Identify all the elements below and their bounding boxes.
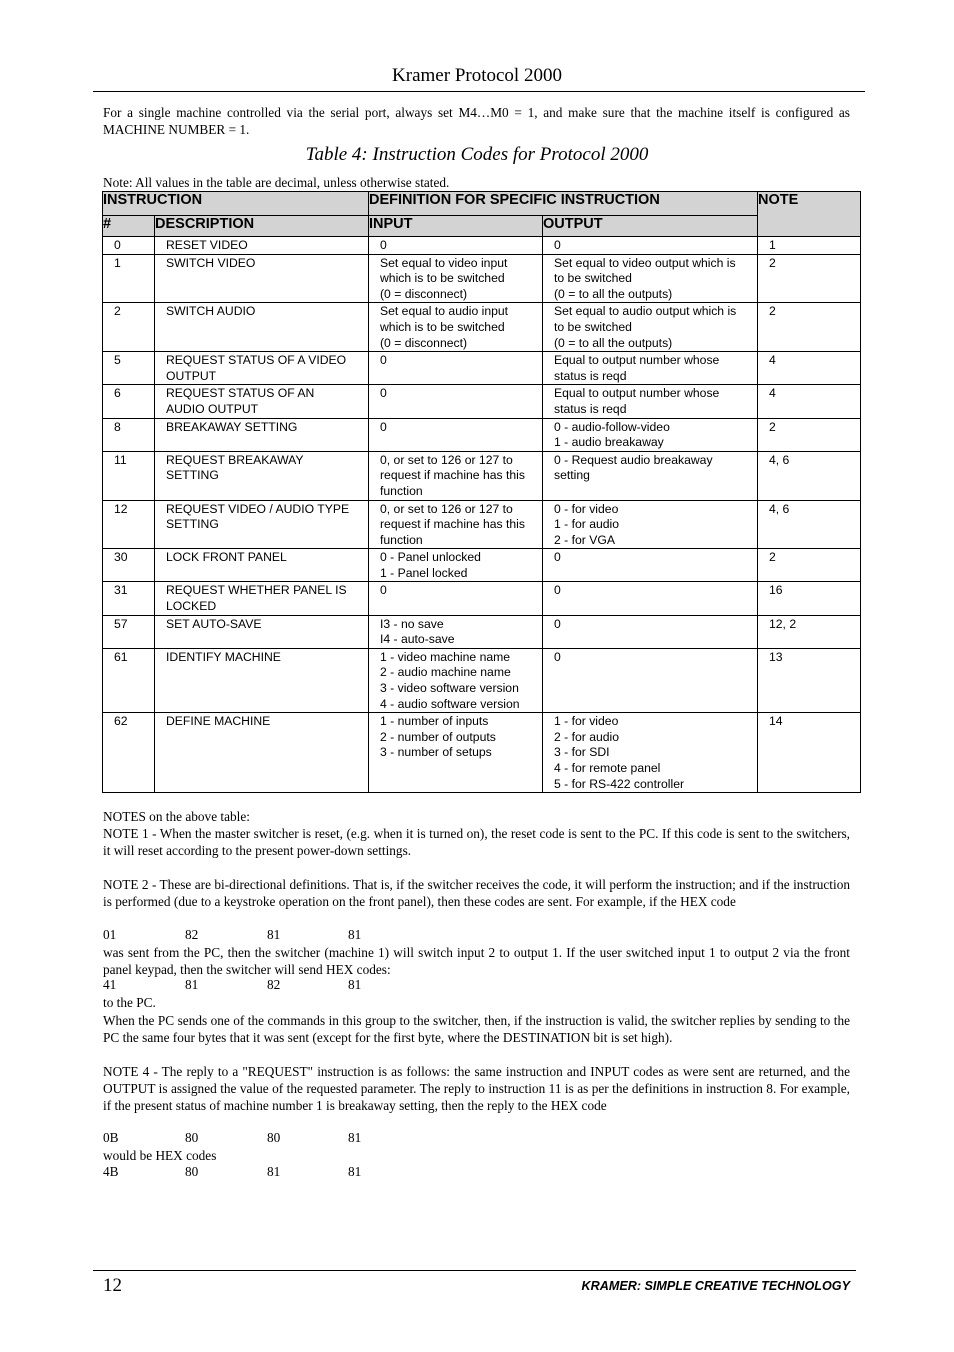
cell-output-line: status is reqd [554, 401, 627, 416]
cell-input-line: 1 - number of inputs [380, 714, 489, 729]
header-note: NOTE [758, 192, 861, 237]
table-body [103, 237, 861, 793]
cell-output-line: 1 - for audio [554, 517, 620, 532]
cell-input [369, 648, 543, 712]
cell-number: 11 [103, 451, 155, 500]
cell-output-line: 2 - for audio [554, 729, 620, 744]
cell-input-line: 2 - audio machine name [380, 665, 511, 680]
note-1: NOTE 1 - When the master switcher is reset, (e.g. when it is turned on), the reset code is sent to the PC. If this code is sent to the switchers, it will reset according to the present power-down settings. [103, 826, 850, 858]
cell-output [543, 352, 758, 385]
cell-description [155, 385, 369, 418]
cell-description-line: SETTING [166, 517, 219, 532]
cell-input [369, 713, 543, 793]
table-row [103, 615, 861, 648]
cell-description [155, 254, 369, 303]
table-row [103, 352, 861, 385]
cell-output-line: to be switched [554, 271, 632, 286]
cell-number: 8 [103, 418, 155, 451]
cell-input [369, 385, 543, 418]
cell-input [369, 303, 543, 352]
cell-description [155, 237, 369, 255]
cell-input [369, 418, 543, 451]
cell-description-line: AUDIO OUTPUT [166, 401, 259, 416]
cell-output [543, 303, 758, 352]
cell-output-line: 0 - for video [554, 501, 619, 516]
cell-output [543, 549, 758, 582]
header-definition: DEFINITION FOR SPECIFIC INSTRUCTION [369, 192, 758, 216]
cell-input-line: function [380, 483, 423, 498]
cell-output-line: Set equal to video output which is [554, 255, 736, 270]
cell-description-line: IDENTIFY MACHINE [166, 649, 281, 664]
table-row [103, 418, 861, 451]
cell-number: 62 [103, 713, 155, 793]
cell-number: 31 [103, 582, 155, 615]
cell-output-line: 1 - for video [554, 714, 619, 729]
table-row [103, 254, 861, 303]
cell-note: 13 [758, 648, 861, 712]
cell-input [369, 254, 543, 303]
cell-output-line: 0 [554, 238, 561, 252]
header-instruction: INSTRUCTION [103, 192, 369, 216]
cell-input [369, 582, 543, 615]
table-note: Note: All values in the table are decimal, unless otherwise stated. [103, 175, 450, 190]
cell-input-line: Set equal to video input [380, 255, 508, 270]
cell-output-line: 0 - audio-follow-video [554, 419, 670, 434]
header-description: DESCRIPTION [155, 216, 369, 237]
footer-rule [93, 1270, 856, 1271]
cell-description-line: SET AUTO-SAVE [166, 616, 262, 631]
cell-number: 61 [103, 648, 155, 712]
cell-description-line: SWITCH VIDEO [166, 255, 256, 270]
cell-input-line: (0 = disconnect) [380, 335, 468, 350]
cell-output [543, 451, 758, 500]
hex-byte: 80 [267, 1130, 281, 1145]
cell-input-line: request if machine has this [380, 468, 525, 483]
cell-output-line: 0 [554, 649, 561, 664]
cell-description [155, 615, 369, 648]
header-input: INPUT [369, 216, 543, 237]
cell-description-line: REQUEST BREAKAWAY [166, 452, 304, 467]
note-2-to-pc: to the PC. [103, 995, 156, 1010]
note-2-intro: NOTE 2 - These are bi-directional definitions. That is, if the switcher receives the code, it will perform the instruction; and if the instruction is performed (due to a keystroke operation on the front panel), then these codes are sent. For example, if the HEX code [103, 877, 850, 909]
cell-input-line: 3 - number of setups [380, 745, 492, 760]
cell-number: 2 [103, 303, 155, 352]
cell-description-line: LOCK FRONT PANEL [166, 550, 287, 565]
cell-note: 2 [758, 303, 861, 352]
cell-output [543, 500, 758, 549]
hex-byte: 82 [185, 927, 199, 942]
note-4-body: would be HEX codes [103, 1148, 217, 1163]
header-num: # [103, 216, 155, 237]
instruction-codes-table [102, 191, 861, 793]
cell-description-line: RESET VIDEO [166, 238, 248, 252]
hex-byte: 81 [348, 927, 362, 942]
cell-output-line: 4 - for remote panel [554, 761, 661, 775]
note-2-reply: When the PC sends one of the commands in this group to the switcher, then, if the instruction is valid, the switcher replies by sending to the PC the same four bytes that it was sent (except for the first byte, where the DESTINATION bit is set high). [103, 1013, 850, 1045]
cell-input-line: Set equal to audio input [380, 304, 509, 319]
header-rule [93, 91, 865, 92]
hex-byte: 4B [103, 1164, 119, 1179]
cell-description [155, 500, 369, 549]
table-row [103, 451, 861, 500]
cell-input-line: 1 - Panel locked [380, 565, 468, 580]
page-number: 12 [103, 1275, 122, 1296]
cell-input-line: which is to be switched [380, 319, 505, 334]
cell-note: 2 [758, 254, 861, 303]
table-row [103, 549, 861, 582]
cell-output-line: 2 - for VGA [554, 532, 615, 547]
header-output: OUTPUT [543, 216, 758, 237]
cell-description-line: SETTING [166, 468, 219, 483]
cell-number: 5 [103, 352, 155, 385]
note-2-body: was sent from the PC, then the switcher (machine 1) will switch input 2 to output 1. If the user switched input 1 to output 2 via the front panel keypad, then the switcher will send HEX codes: [103, 945, 850, 977]
cell-input [369, 237, 543, 255]
table-row [103, 385, 861, 418]
cell-output-line: 0 - Request audio breakaway [554, 452, 713, 467]
page-header-title: Kramer Protocol 2000 [392, 65, 562, 86]
cell-output-line: Equal to output number whose [554, 353, 720, 368]
hex-byte: 81 [267, 1164, 281, 1179]
cell-input-line: I4 - auto-save [380, 632, 455, 647]
hex-byte: 81 [348, 977, 362, 992]
cell-note: 4 [758, 352, 861, 385]
table-row [103, 500, 861, 549]
cell-description-line: REQUEST WHETHER PANEL IS [166, 583, 347, 598]
cell-description-line: LOCKED [166, 599, 217, 614]
cell-output-line: 1 - audio breakaway [554, 435, 664, 450]
hex-byte: 81 [267, 927, 281, 942]
cell-input-line: (0 = disconnect) [380, 286, 468, 301]
cell-note: 4, 6 [758, 451, 861, 500]
cell-output-line: Equal to output number whose [554, 386, 720, 401]
table-caption: Table 4: Instruction Codes for Protocol 2000 [305, 144, 649, 165]
intro-paragraph: For a single machine controlled via the serial port, always set M4…M0 = 1, and make sure that the machine itself is configured as MACHINE NUMBER = 1. [103, 105, 850, 137]
cell-input-line: 0, or set to 126 or 127 to [380, 452, 513, 467]
cell-input-line: 0 [380, 386, 387, 401]
cell-output [543, 237, 758, 255]
cell-description-line: REQUEST STATUS OF A VIDEO [166, 353, 347, 368]
cell-note: 14 [758, 713, 861, 793]
cell-output [543, 648, 758, 712]
hex-byte: 81 [348, 1164, 362, 1179]
cell-description [155, 418, 369, 451]
cell-output [543, 713, 758, 793]
cell-input [369, 549, 543, 582]
cell-description [155, 549, 369, 582]
cell-output-line: 5 - for RS-422 controller [554, 776, 685, 791]
cell-input [369, 352, 543, 385]
cell-input-line: 1 - video machine name [380, 649, 511, 664]
table-row [103, 237, 861, 255]
cell-output-line: (0 = to all the outputs) [554, 335, 673, 350]
footer-brand: KRAMER: SIMPLE CREATIVE TECHNOLOGY [581, 1279, 850, 1293]
hex-byte: 41 [103, 977, 117, 992]
cell-description [155, 582, 369, 615]
cell-description [155, 451, 369, 500]
cell-note: 4, 6 [758, 500, 861, 549]
cell-description-line: REQUEST STATUS OF AN [166, 386, 315, 401]
cell-input [369, 615, 543, 648]
hex-byte: 82 [267, 977, 281, 992]
cell-output-line: 0 [554, 583, 561, 598]
cell-output-line: (0 = to all the outputs) [554, 286, 673, 301]
cell-number: 0 [103, 237, 155, 255]
cell-note: 4 [758, 385, 861, 418]
cell-description-line: SWITCH AUDIO [166, 304, 256, 319]
cell-number: 30 [103, 549, 155, 582]
cell-note: 2 [758, 549, 861, 582]
hex-byte: 80 [185, 1130, 199, 1145]
cell-input [369, 451, 543, 500]
cell-description [155, 648, 369, 712]
cell-number: 1 [103, 254, 155, 303]
note-4-intro: NOTE 4 - The reply to a "REQUEST" instruction is as follows: the same instruction and INPUT codes as were sent are returned, and the OUTPUT is assigned the value of the requested parameter. The reply to instruction 11 is as per the definitions in instruction 8. For example, if the present status of machine number 1 is breakaway setting, then the reply to the HEX code [103, 1064, 850, 1113]
cell-input-line: request if machine has this [380, 517, 525, 532]
cell-output-line: status is reqd [554, 368, 627, 383]
cell-output [543, 582, 758, 615]
cell-description [155, 713, 369, 793]
table-row [103, 713, 861, 793]
table-row [103, 582, 861, 615]
hex-byte: 01 [103, 927, 117, 942]
cell-output-line: 0 [554, 550, 561, 565]
cell-output [543, 418, 758, 451]
cell-number: 12 [103, 500, 155, 549]
cell-input-line: 0 [380, 583, 387, 598]
hex-byte: 80 [185, 1164, 199, 1179]
cell-description [155, 352, 369, 385]
cell-number: 6 [103, 385, 155, 418]
cell-input-line: 0 [380, 238, 387, 252]
cell-description-line: BREAKAWAY SETTING [166, 419, 298, 434]
cell-description-line: OUTPUT [166, 368, 217, 383]
cell-input-line: 3 - video software version [380, 681, 519, 696]
cell-note: 16 [758, 582, 861, 615]
hex-byte: 81 [348, 1130, 362, 1145]
cell-output-line: setting [554, 468, 590, 483]
cell-output-line: Set equal to audio output which is [554, 304, 737, 319]
table-row [103, 648, 861, 712]
cell-input [369, 500, 543, 549]
cell-output-line: to be switched [554, 319, 632, 334]
cell-description [155, 303, 369, 352]
cell-number: 57 [103, 615, 155, 648]
cell-note: 12, 2 [758, 615, 861, 648]
table-row [103, 303, 861, 352]
cell-input-line: 0 [380, 419, 387, 434]
cell-input-line: 0, or set to 126 or 127 to [380, 501, 513, 516]
cell-input-line: 0 - Panel unlocked [380, 550, 481, 565]
cell-output [543, 254, 758, 303]
cell-input-line: 4 - audio software version [380, 696, 520, 711]
cell-output [543, 385, 758, 418]
cell-input-line: which is to be switched [380, 271, 505, 286]
cell-input-line: I3 - no save [380, 616, 444, 631]
hex-byte: 0B [103, 1130, 119, 1145]
cell-description-line: DEFINE MACHINE [166, 714, 271, 729]
cell-output [543, 615, 758, 648]
hex-byte: 81 [185, 977, 199, 992]
cell-description-line: REQUEST VIDEO / AUDIO TYPE [166, 501, 350, 516]
notes-heading: NOTES on the above table: [103, 809, 250, 824]
cell-note: 2 [758, 418, 861, 451]
cell-output-line: 0 [554, 616, 561, 631]
cell-output-line: 3 - for SDI [554, 745, 610, 760]
cell-input-line: 0 [380, 353, 387, 368]
cell-input-line: 2 - number of outputs [380, 729, 496, 744]
cell-input-line: function [380, 532, 423, 547]
cell-note: 1 [758, 237, 861, 255]
